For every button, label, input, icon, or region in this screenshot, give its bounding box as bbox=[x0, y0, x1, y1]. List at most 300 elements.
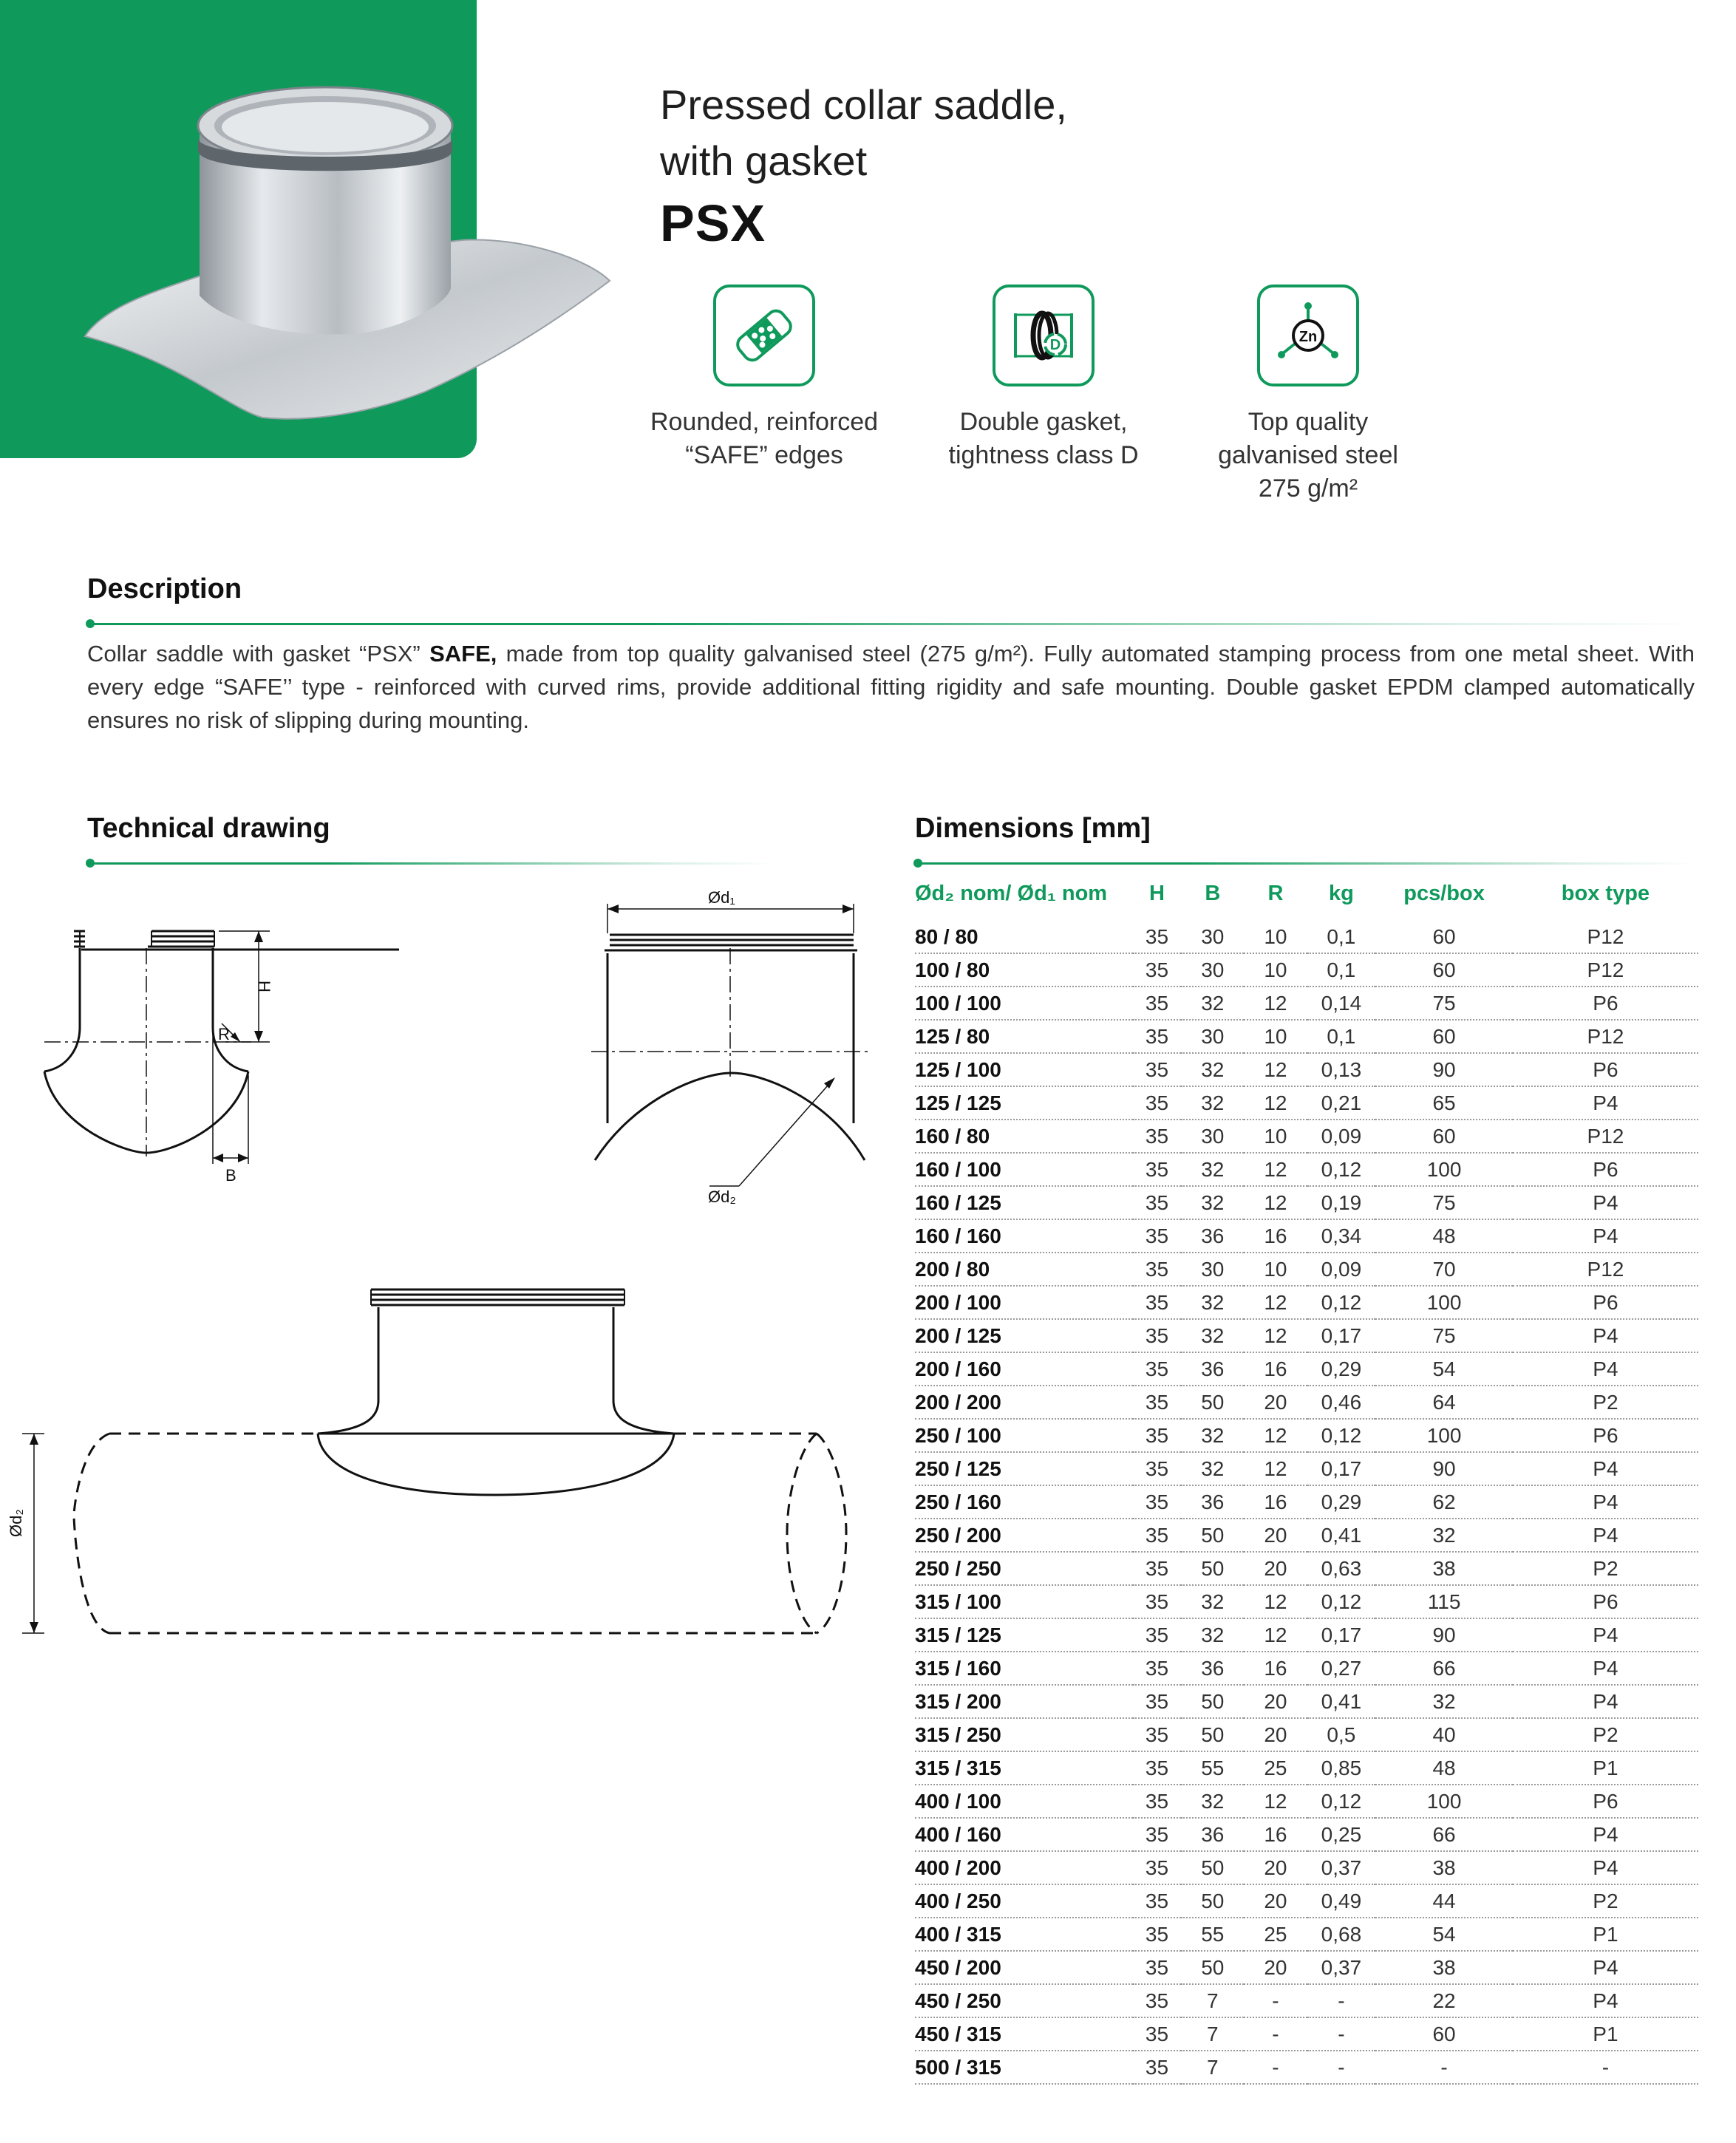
table-row bbox=[915, 1452, 1698, 1485]
table-cell: 7 bbox=[1181, 2017, 1244, 2051]
table-cell: 200 / 200 bbox=[915, 1386, 1133, 1419]
table-row bbox=[915, 1386, 1698, 1419]
table-cell: 200 / 80 bbox=[915, 1253, 1133, 1286]
table-cell: 0,09 bbox=[1307, 1253, 1376, 1286]
table-cell: 20 bbox=[1244, 1386, 1307, 1419]
table-cell: 32 bbox=[1375, 1519, 1513, 1552]
table-cell: 160 / 100 bbox=[915, 1153, 1133, 1186]
table-cell: 16 bbox=[1244, 1485, 1307, 1519]
table-cell: 200 / 100 bbox=[915, 1286, 1133, 1319]
table-cell: 70 bbox=[1375, 1253, 1513, 1286]
table-cell: 38 bbox=[1375, 1951, 1513, 1984]
table-row bbox=[915, 1319, 1698, 1352]
table-row bbox=[915, 2017, 1698, 2051]
table-cell: 30 bbox=[1181, 1120, 1244, 1153]
table-cell: 35 bbox=[1133, 1818, 1181, 1851]
table-cell: 400 / 100 bbox=[915, 1785, 1133, 1818]
table-row bbox=[915, 1485, 1698, 1519]
description-bold-text: SAFE, bbox=[429, 641, 497, 667]
table-cell: P12 bbox=[1513, 1253, 1698, 1286]
table-cell: - bbox=[1307, 1984, 1376, 2017]
table-cell: 35 bbox=[1133, 1685, 1181, 1718]
table-cell: 50 bbox=[1181, 1951, 1244, 1984]
table-cell: 12 bbox=[1244, 1618, 1307, 1652]
table-cell: P4 bbox=[1513, 1219, 1698, 1253]
table-cell: 35 bbox=[1133, 2051, 1181, 2084]
table-cell: 35 bbox=[1133, 953, 1181, 987]
table-cell: 10 bbox=[1244, 953, 1307, 987]
table-cell: 54 bbox=[1375, 1352, 1513, 1386]
table-cell: 38 bbox=[1375, 1851, 1513, 1884]
table-cell: 32 bbox=[1181, 1053, 1244, 1086]
table-cell: 0,14 bbox=[1307, 987, 1376, 1020]
table-cell: 100 bbox=[1375, 1286, 1513, 1319]
table-cell: P4 bbox=[1513, 1086, 1698, 1120]
table-cell: 32 bbox=[1181, 1419, 1244, 1452]
table-cell: 80 / 80 bbox=[915, 921, 1133, 953]
table-cell: 0,13 bbox=[1307, 1053, 1376, 1086]
table-cell: 0,37 bbox=[1307, 1851, 1376, 1884]
table-cell: 0,68 bbox=[1307, 1918, 1376, 1951]
dim-label-d2: Ød₂ bbox=[708, 1188, 736, 1206]
table-cell: 30 bbox=[1181, 921, 1244, 953]
table-cell: 100 / 80 bbox=[915, 953, 1133, 987]
table-cell: - bbox=[1244, 1984, 1307, 2017]
table-cell: 35 bbox=[1133, 1286, 1181, 1319]
table-cell: P1 bbox=[1513, 2017, 1698, 2051]
gasket-class-label: D bbox=[1049, 337, 1061, 353]
table-cell: 0,27 bbox=[1307, 1652, 1376, 1685]
table-cell: 62 bbox=[1375, 1485, 1513, 1519]
table-cell: 32 bbox=[1181, 1452, 1244, 1485]
mounted-view bbox=[318, 1289, 674, 1495]
table-cell: 60 bbox=[1375, 2017, 1513, 2051]
table-cell: 0,1 bbox=[1307, 953, 1376, 987]
feature-zinc-steel bbox=[1175, 285, 1441, 505]
table-cell: 22 bbox=[1375, 1984, 1513, 2017]
table-cell: 20 bbox=[1244, 1685, 1307, 1718]
col-header-pcs-box: pcs/box bbox=[1403, 881, 1485, 905]
table-row bbox=[915, 1818, 1698, 1851]
table-row bbox=[915, 1086, 1698, 1120]
table-cell: 12 bbox=[1244, 1452, 1307, 1485]
table-cell: 0,46 bbox=[1307, 1386, 1376, 1419]
table-cell: 35 bbox=[1133, 1020, 1181, 1053]
table-cell: 20 bbox=[1244, 1884, 1307, 1918]
table-cell: 0,29 bbox=[1307, 1485, 1376, 1519]
table-cell: 400 / 315 bbox=[915, 1918, 1133, 1951]
col-header-box-type: box type bbox=[1561, 881, 1650, 905]
table-cell: 50 bbox=[1181, 1386, 1244, 1419]
table-cell: 20 bbox=[1244, 1951, 1307, 1984]
table-cell: 40 bbox=[1375, 1718, 1513, 1751]
technical-drawing-divider bbox=[89, 862, 776, 865]
table-cell: 450 / 250 bbox=[915, 1984, 1133, 2017]
table-cell: 32 bbox=[1181, 987, 1244, 1020]
table-cell: P4 bbox=[1513, 1951, 1698, 1984]
table-cell: 200 / 160 bbox=[915, 1352, 1133, 1386]
table-row bbox=[915, 953, 1698, 987]
table-cell: 30 bbox=[1181, 953, 1244, 987]
table-cell: P4 bbox=[1513, 1452, 1698, 1485]
table-cell: 0,21 bbox=[1307, 1086, 1376, 1120]
table-cell: P2 bbox=[1513, 1386, 1698, 1419]
table-cell: P12 bbox=[1513, 953, 1698, 987]
table-row bbox=[915, 1585, 1698, 1618]
table-cell: 450 / 315 bbox=[915, 2017, 1133, 2051]
table-cell: 35 bbox=[1133, 1984, 1181, 2017]
table-cell: 115 bbox=[1375, 1585, 1513, 1618]
table-cell: 35 bbox=[1133, 921, 1181, 953]
feature-caption-line: “SAFE” edges bbox=[685, 441, 843, 469]
table-header-row bbox=[915, 876, 1698, 921]
table-cell: 0,25 bbox=[1307, 1818, 1376, 1851]
dimensions-table bbox=[915, 876, 1698, 2085]
table-cell: 35 bbox=[1133, 1618, 1181, 1652]
feature-double-gasket bbox=[910, 285, 1177, 472]
table-cell: 35 bbox=[1133, 1585, 1181, 1618]
dimensions-divider bbox=[916, 862, 1696, 865]
table-cell: 16 bbox=[1244, 1352, 1307, 1386]
table-cell: 35 bbox=[1133, 1386, 1181, 1419]
table-row bbox=[915, 1984, 1698, 2017]
table-cell: P2 bbox=[1513, 1552, 1698, 1585]
table-cell: 0,12 bbox=[1307, 1585, 1376, 1618]
table-cell: 25 bbox=[1244, 1751, 1307, 1785]
table-cell: 48 bbox=[1375, 1219, 1513, 1253]
table-cell: 20 bbox=[1244, 1519, 1307, 1552]
table-cell: 450 / 200 bbox=[915, 1951, 1133, 1984]
dim-label-d2-side: Ød₂ bbox=[7, 1509, 25, 1537]
table-cell: 65 bbox=[1375, 1086, 1513, 1120]
table-cell: 12 bbox=[1244, 1186, 1307, 1219]
table-cell: 35 bbox=[1133, 1452, 1181, 1485]
table-cell: 0,37 bbox=[1307, 1951, 1376, 1984]
table-cell: 125 / 125 bbox=[915, 1086, 1133, 1120]
dim-label-B: B bbox=[225, 1166, 236, 1185]
table-cell: 66 bbox=[1375, 1652, 1513, 1685]
dim-label-H: H bbox=[255, 981, 273, 992]
table-cell: P6 bbox=[1513, 1153, 1698, 1186]
table-cell: 25 bbox=[1244, 1918, 1307, 1951]
table-cell: 35 bbox=[1133, 1718, 1181, 1751]
table-cell: P6 bbox=[1513, 1419, 1698, 1452]
table-cell: 125 / 80 bbox=[915, 1020, 1133, 1053]
table-cell: 38 bbox=[1375, 1552, 1513, 1585]
table-cell: 0,12 bbox=[1307, 1153, 1376, 1186]
table-cell: 36 bbox=[1181, 1485, 1244, 1519]
table-cell: 32 bbox=[1181, 1086, 1244, 1120]
table-cell: 35 bbox=[1133, 1552, 1181, 1585]
table-row bbox=[915, 1918, 1698, 1951]
table-cell: 500 / 315 bbox=[915, 2051, 1133, 2084]
table-cell: 12 bbox=[1244, 1286, 1307, 1319]
table-cell: 0,1 bbox=[1307, 1020, 1376, 1053]
table-cell: 36 bbox=[1181, 1652, 1244, 1685]
description-heading: Description bbox=[87, 573, 242, 604]
table-cell: 160 / 80 bbox=[915, 1120, 1133, 1153]
table-cell: 20 bbox=[1244, 1718, 1307, 1751]
table-cell: 50 bbox=[1181, 1519, 1244, 1552]
description-text-part: Collar saddle with gasket “PSX” bbox=[87, 641, 430, 667]
table-cell: 35 bbox=[1133, 1918, 1181, 1951]
table-cell: 35 bbox=[1133, 2017, 1181, 2051]
table-cell: 35 bbox=[1133, 1751, 1181, 1785]
table-row bbox=[915, 1419, 1698, 1452]
table-cell: 10 bbox=[1244, 1020, 1307, 1053]
table-cell: 90 bbox=[1375, 1618, 1513, 1652]
table-cell: 12 bbox=[1244, 1153, 1307, 1186]
table-cell: 250 / 100 bbox=[915, 1419, 1133, 1452]
table-cell: 12 bbox=[1244, 1053, 1307, 1086]
table-cell: 16 bbox=[1244, 1652, 1307, 1685]
table-cell: 0,63 bbox=[1307, 1552, 1376, 1585]
table-cell: 0,17 bbox=[1307, 1452, 1376, 1485]
table-cell: 66 bbox=[1375, 1818, 1513, 1851]
table-cell: P6 bbox=[1513, 1053, 1698, 1086]
table-cell: 35 bbox=[1133, 1485, 1181, 1519]
table-cell: 100 bbox=[1375, 1153, 1513, 1186]
feature-caption-line: galvanised steel bbox=[1218, 441, 1398, 469]
description-text bbox=[87, 637, 1695, 737]
table-cell: P4 bbox=[1513, 1485, 1698, 1519]
table-cell: 35 bbox=[1133, 1053, 1181, 1086]
table-cell: 35 bbox=[1133, 1186, 1181, 1219]
table-cell: 0,12 bbox=[1307, 1286, 1376, 1319]
front-view bbox=[74, 931, 399, 950]
duct-dashed-outline bbox=[74, 1434, 846, 1633]
col-header-R: R bbox=[1267, 881, 1284, 905]
product-title bbox=[660, 77, 1067, 189]
table-cell: 12 bbox=[1244, 1086, 1307, 1120]
feature-caption-line: Double gasket, bbox=[959, 408, 1128, 436]
table-cell: P4 bbox=[1513, 1652, 1698, 1685]
col-header-H: H bbox=[1149, 881, 1165, 905]
table-cell: 35 bbox=[1133, 1120, 1181, 1153]
table-cell: P4 bbox=[1513, 1984, 1698, 2017]
table-cell: 160 / 160 bbox=[915, 1219, 1133, 1253]
table-cell: 315 / 160 bbox=[915, 1652, 1133, 1685]
table-cell: 0,17 bbox=[1307, 1319, 1376, 1352]
table-cell: P4 bbox=[1513, 1818, 1698, 1851]
table-cell: 0,41 bbox=[1307, 1685, 1376, 1718]
table-cell: - bbox=[1513, 2051, 1698, 2084]
dim-label-R: R bbox=[218, 1025, 230, 1043]
table-cell: 7 bbox=[1181, 1984, 1244, 2017]
table-cell: 400 / 160 bbox=[915, 1818, 1133, 1851]
table-cell: 100 / 100 bbox=[915, 987, 1133, 1020]
table-cell: 36 bbox=[1181, 1219, 1244, 1253]
table-cell: 35 bbox=[1133, 1253, 1181, 1286]
table-cell: 0,09 bbox=[1307, 1120, 1376, 1153]
table-cell: 32 bbox=[1181, 1785, 1244, 1818]
col-header-kg: kg bbox=[1328, 881, 1354, 905]
table-cell: 50 bbox=[1181, 1718, 1244, 1751]
table-cell: P4 bbox=[1513, 1519, 1698, 1552]
table-cell: P6 bbox=[1513, 1286, 1698, 1319]
table-cell: 35 bbox=[1133, 1219, 1181, 1253]
table-row bbox=[915, 1186, 1698, 1219]
dim-label-d1: Ød₁ bbox=[708, 888, 735, 907]
table-cell: 0,49 bbox=[1307, 1884, 1376, 1918]
feature-caption-line: 275 g/m² bbox=[1258, 474, 1358, 502]
table-row bbox=[915, 2051, 1698, 2084]
table-cell: 50 bbox=[1181, 1851, 1244, 1884]
table-cell: 12 bbox=[1244, 987, 1307, 1020]
table-cell: 55 bbox=[1181, 1918, 1244, 1951]
table-cell: 55 bbox=[1181, 1751, 1244, 1785]
table-cell: - bbox=[1244, 2051, 1307, 2084]
table-cell: 44 bbox=[1375, 1884, 1513, 1918]
feature-caption-line: Rounded, reinforced bbox=[650, 408, 879, 436]
table-row bbox=[915, 1718, 1698, 1751]
table-cell: 250 / 250 bbox=[915, 1552, 1133, 1585]
title-line-1: Pressed collar saddle, bbox=[660, 81, 1067, 128]
table-cell: P2 bbox=[1513, 1884, 1698, 1918]
table-cell: 315 / 200 bbox=[915, 1685, 1133, 1718]
table-cell: 32 bbox=[1181, 1585, 1244, 1618]
col-header-diameter: Ød₂ nom/ Ød₁ nom bbox=[915, 881, 1108, 905]
table-cell: 100 bbox=[1375, 1785, 1513, 1818]
table-row bbox=[915, 1053, 1698, 1086]
table-row bbox=[915, 1120, 1698, 1153]
table-row bbox=[915, 1286, 1698, 1319]
table-row bbox=[915, 1851, 1698, 1884]
double-gasket-icon bbox=[993, 285, 1095, 386]
table-cell: P4 bbox=[1513, 1685, 1698, 1718]
table-cell: 32 bbox=[1181, 1618, 1244, 1652]
table-cell: 125 / 100 bbox=[915, 1053, 1133, 1086]
table-row bbox=[915, 1751, 1698, 1785]
table-cell: 35 bbox=[1133, 1319, 1181, 1352]
table-cell: 64 bbox=[1375, 1386, 1513, 1419]
table-cell: 50 bbox=[1181, 1685, 1244, 1718]
table-cell: 32 bbox=[1375, 1685, 1513, 1718]
table-row bbox=[915, 921, 1698, 953]
safe-edges-icon bbox=[713, 285, 815, 386]
table-cell: - bbox=[1244, 2017, 1307, 2051]
table-row bbox=[915, 1020, 1698, 1053]
table-cell: 12 bbox=[1244, 1419, 1307, 1452]
table-cell: 90 bbox=[1375, 1053, 1513, 1086]
table-cell: P1 bbox=[1513, 1918, 1698, 1951]
table-cell: 35 bbox=[1133, 1851, 1181, 1884]
table-cell: 35 bbox=[1133, 1519, 1181, 1552]
table-cell: 0,19 bbox=[1307, 1186, 1376, 1219]
table-cell: 35 bbox=[1133, 1086, 1181, 1120]
product-photo bbox=[78, 81, 624, 443]
table-cell: 10 bbox=[1244, 1253, 1307, 1286]
table-cell: 315 / 125 bbox=[915, 1618, 1133, 1652]
zinc-symbol: Zn bbox=[1298, 329, 1318, 345]
table-cell: 0,29 bbox=[1307, 1352, 1376, 1386]
table-row bbox=[915, 1552, 1698, 1585]
table-row bbox=[915, 1219, 1698, 1253]
technical-drawing-heading: Technical drawing bbox=[87, 813, 330, 844]
table-cell: 30 bbox=[1181, 1253, 1244, 1286]
table-cell: 48 bbox=[1375, 1751, 1513, 1785]
table-cell: P6 bbox=[1513, 1585, 1698, 1618]
table-cell: 0,34 bbox=[1307, 1219, 1376, 1253]
table-cell: 35 bbox=[1133, 1352, 1181, 1386]
table-cell: 20 bbox=[1244, 1851, 1307, 1884]
table-cell: 35 bbox=[1133, 1785, 1181, 1818]
table-cell: 250 / 125 bbox=[915, 1452, 1133, 1485]
col-header-B: B bbox=[1205, 881, 1221, 905]
table-row bbox=[915, 1652, 1698, 1685]
table-cell: 75 bbox=[1375, 987, 1513, 1020]
table-cell: P4 bbox=[1513, 1618, 1698, 1652]
description-text-part: made from top quality galvanised steel (275 g/m²). Fully automated stamping process from one metal sheet. With every edge “SAFE’’ type - reinforced with curved rims, provide additional fitting rigidity and safe mounting. Double gasket EPDM clamped automatically ensures no risk of slipping during mounting. bbox=[87, 641, 1695, 733]
table-cell: 0,12 bbox=[1307, 1419, 1376, 1452]
table-cell: 10 bbox=[1244, 1120, 1307, 1153]
table-cell: 200 / 125 bbox=[915, 1319, 1133, 1352]
table-cell: 0,5 bbox=[1307, 1718, 1376, 1751]
table-cell: 90 bbox=[1375, 1452, 1513, 1485]
table-cell: P12 bbox=[1513, 1120, 1698, 1153]
table-cell: P4 bbox=[1513, 1851, 1698, 1884]
table-cell: P12 bbox=[1513, 921, 1698, 953]
table-cell: 32 bbox=[1181, 1286, 1244, 1319]
table-cell: 0,12 bbox=[1307, 1785, 1376, 1818]
table-cell: - bbox=[1375, 2051, 1513, 2084]
table-row bbox=[915, 1253, 1698, 1286]
table-cell: 400 / 250 bbox=[915, 1884, 1133, 1918]
table-row bbox=[915, 987, 1698, 1020]
table-cell: 35 bbox=[1133, 1652, 1181, 1685]
table-cell: 32 bbox=[1181, 1186, 1244, 1219]
table-row bbox=[915, 1618, 1698, 1652]
table-cell: 0,1 bbox=[1307, 921, 1376, 953]
technical-drawing bbox=[7, 883, 872, 1689]
feature-caption-line: tightness class D bbox=[948, 441, 1139, 469]
table-cell: P4 bbox=[1513, 1352, 1698, 1386]
table-cell: 12 bbox=[1244, 1585, 1307, 1618]
table-cell: 60 bbox=[1375, 1120, 1513, 1153]
product-code: PSX bbox=[660, 194, 766, 252]
table-cell: - bbox=[1307, 2051, 1376, 2084]
table-cell: 315 / 100 bbox=[915, 1585, 1133, 1618]
table-cell: 0,41 bbox=[1307, 1519, 1376, 1552]
table-row bbox=[915, 1519, 1698, 1552]
table-cell: - bbox=[1307, 2017, 1376, 2051]
feature-caption-line: Top quality bbox=[1247, 408, 1369, 436]
table-cell: 100 bbox=[1375, 1419, 1513, 1452]
table-cell: 54 bbox=[1375, 1918, 1513, 1951]
table-cell: 50 bbox=[1181, 1884, 1244, 1918]
table-row bbox=[915, 1785, 1698, 1818]
table-row bbox=[915, 1153, 1698, 1186]
table-cell: 60 bbox=[1375, 1020, 1513, 1053]
table-cell: 60 bbox=[1375, 921, 1513, 953]
feature-safe-edges bbox=[631, 285, 897, 472]
table-cell: 35 bbox=[1133, 987, 1181, 1020]
table-cell: 50 bbox=[1181, 1552, 1244, 1585]
table-cell: 36 bbox=[1181, 1352, 1244, 1386]
table-cell: 12 bbox=[1244, 1785, 1307, 1818]
table-cell: 35 bbox=[1133, 1951, 1181, 1984]
table-row bbox=[915, 1951, 1698, 1984]
table-cell: P4 bbox=[1513, 1186, 1698, 1219]
dimensions-heading: Dimensions [mm] bbox=[915, 813, 1151, 844]
table-cell: 160 / 125 bbox=[915, 1186, 1133, 1219]
description-divider bbox=[89, 623, 1696, 625]
table-cell: 250 / 200 bbox=[915, 1519, 1133, 1552]
table-cell: 10 bbox=[1244, 921, 1307, 953]
table-cell: 75 bbox=[1375, 1319, 1513, 1352]
table-cell: P6 bbox=[1513, 1785, 1698, 1818]
table-cell: 30 bbox=[1181, 1020, 1244, 1053]
